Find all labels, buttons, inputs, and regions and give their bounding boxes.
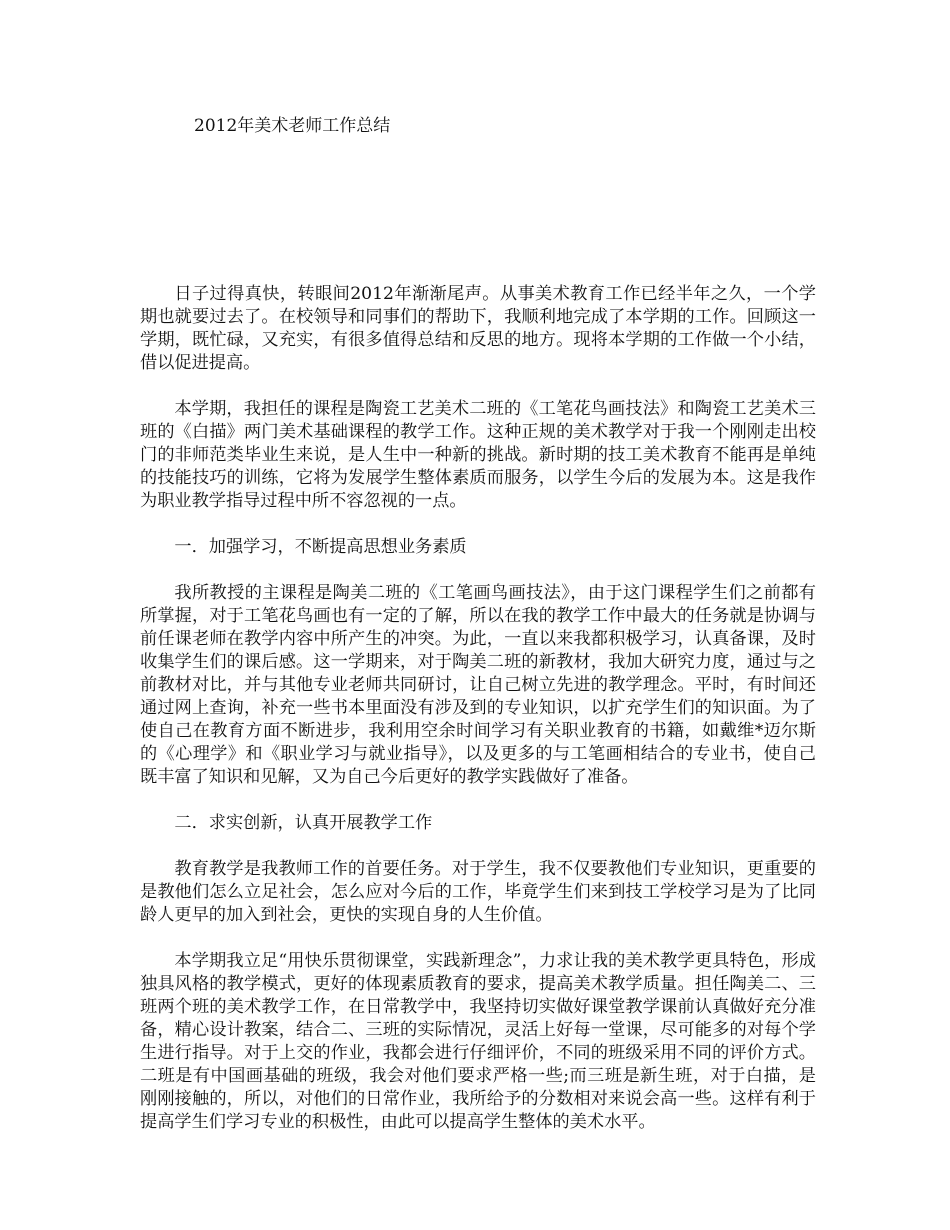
paragraph-intro: 日子过得真快，转眼间2012年渐渐尾声。从事美术教育工作已经半年之久，一个学期也就要过去了。在校领导和同事们的帮助下，我顺利地完成了本学期的工作。回顾这一学期，既忙碌，又充实，有很多值得总结和反思的地方。现将本学期的工作做一个小结，借以促进提高。 (140, 284, 816, 373)
paragraph-teaching-method: 本学期我立足“用快乐贯彻课堂，实践新理念”，力求让我的美术教学更具特色，形成独具风格的教学模式，更好的体现素质教育的要求，提高美术教学质量。担任陶美二、三班两个班的美术教学工作，在日常教学中，我坚持切实做好课堂教学课前认真做好充分准备，精心设计教案，结合二、三班的实际情况，灵活上好每一堂课，尽可能多的对每个学生进行指导。对于上交的作业，我都会进行仔细评价，不同的班级采用不同的评价方式。二班是有中国画基础的班级，我会对他们要求严格一些;而三班是新生班，对于白描，是刚刚接触的，所以，对他们的日常作业，我所给予的分数相对来说会高一些。这样有利于提高学生们学习专业的积极性，由此可以提高学生整体的美术水平。 (140, 951, 816, 1132)
section-heading-1: 一．加强学习，不断提高思想业务素质 (174, 537, 467, 557)
section-heading-2: 二．求实创新，认真开展教学工作 (174, 813, 433, 833)
document-title: 2012年美术老师工作总结 (194, 116, 391, 136)
paragraph-study: 我所教授的主课程是陶美二班的《工笔画鸟画技法》，由于这门课程学生们之前都有所掌握，对于工笔花鸟画也有一定的了解，所以在我的教学工作中最大的任务就是协调与前任课老师在教学内容中所产生的冲突。为此，一直以来我都积极学习，认真备课，及时收集学生们的课后感。这一学期来，对于陶美二班的新教材，我加大研究力度，通过与之前教材对比，并与其他专业老师共同研讨，让自己树立先进的教学理念。平时，有时间还通过网上查询，补充一些书本里面没有涉及到的专业知识，以扩充学生们的知识面。为了使自己在教育方面不断进步，我利用空余时间学习有关职业教育的书籍，如戴维*迈尔斯的《心理学》和《职业学习与就业指导》，以及更多的与工笔画相结合的专业书，使自己既丰富了知识和见解，又为自己今后更好的教学实践做好了准备。 (140, 583, 816, 787)
document-body (140, 283, 816, 1157)
paragraph-teaching-task: 教育教学是我教师工作的首要任务。对于学生，我不仅要教他们专业知识，更重要的是教他们怎么立足社会，怎么应对今后的工作，毕竟学生们来到技工学校学习是为了比同龄人更早的加入到社会，更快的实现自身的人生价值。 (140, 859, 816, 925)
paragraph-courses: 本学期，我担任的课程是陶瓷工艺美术二班的《工笔花鸟画技法》和陶瓷工艺美术三班的《白描》两门美术基础课程的教学工作。这种正规的美术教学对于我一个刚刚走出校门的非师范类毕业生来说，是人生中一种新的挑战。新时期的技工美术教育不能再是单纯的技能技巧的训练，它将为发展学生整体素质而服务，以学生今后的发展为本。这是我作为职业教学指导过程中所不容忽视的一点。 (140, 399, 816, 511)
